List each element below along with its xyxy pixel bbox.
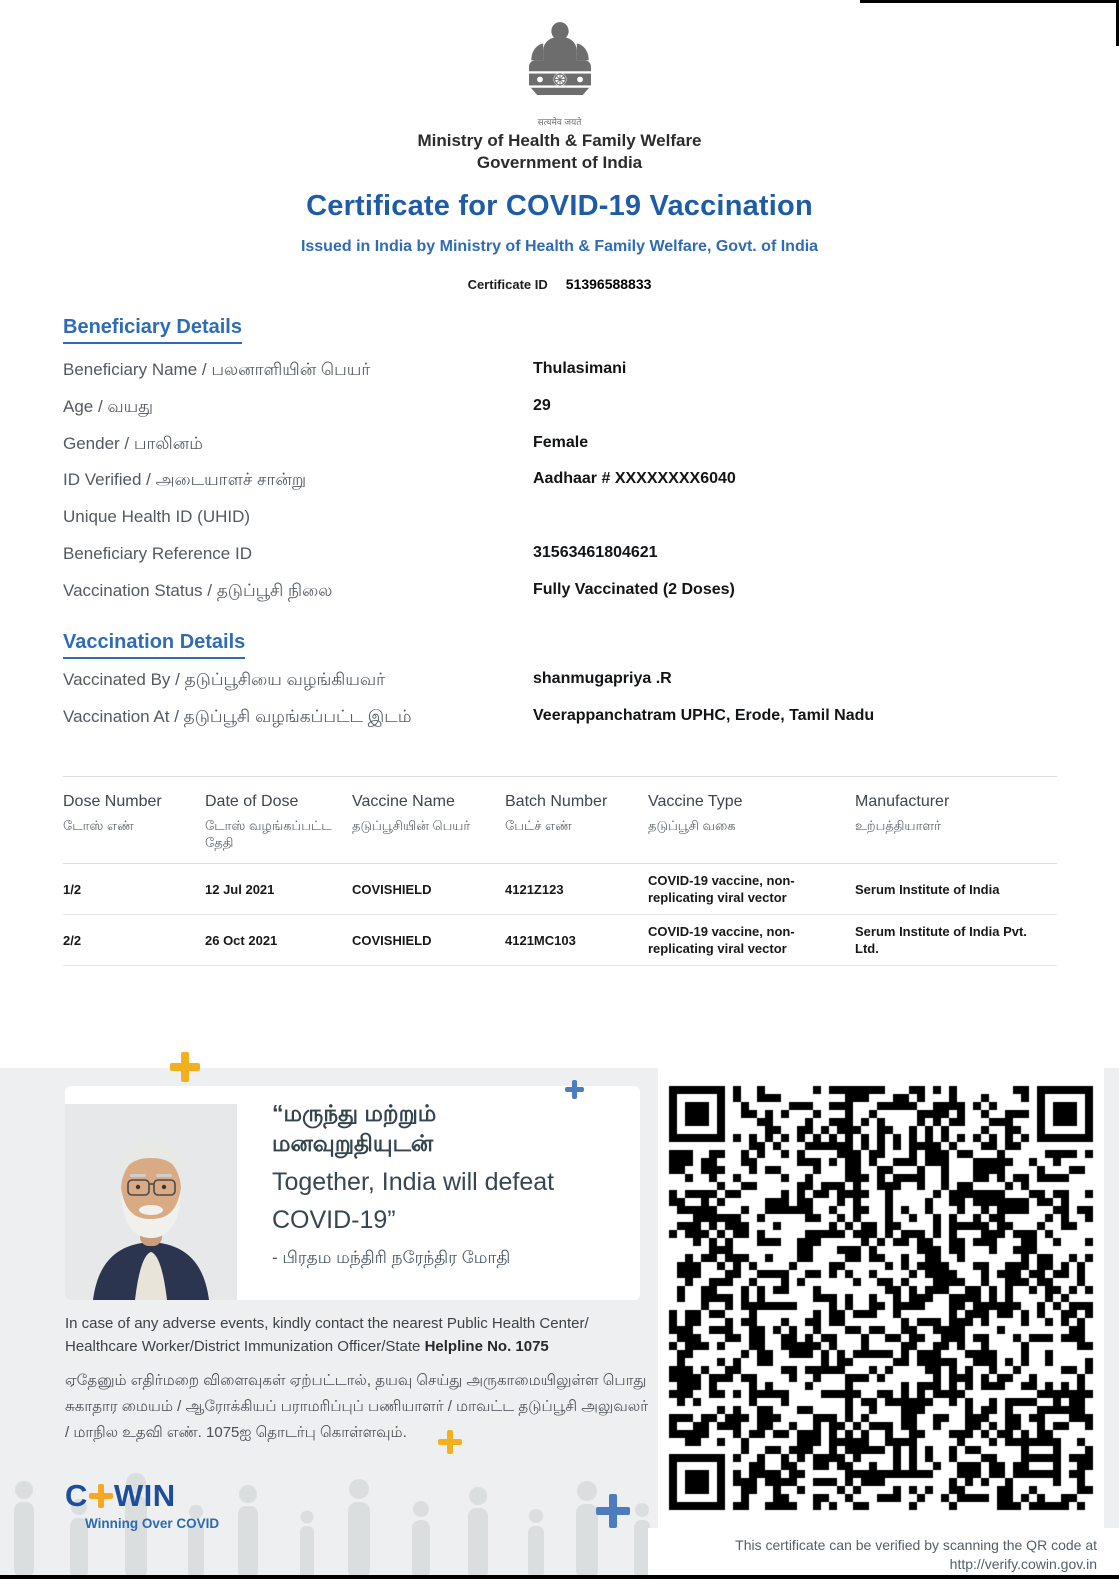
ministry-line1: Ministry of Health & Family Welfare: [417, 131, 702, 150]
field-label: Beneficiary Reference ID: [63, 543, 252, 563]
vaccination-section-heading: Vaccination Details: [63, 631, 245, 659]
helpline-number: Helpline No. 1075: [424, 1338, 549, 1355]
quote-english-line2: COVID-19”: [272, 1206, 396, 1234]
cell: 4121Z123: [505, 881, 564, 897]
plus-decoration-icon: [170, 1052, 200, 1082]
qr-code-box: [658, 1068, 1104, 1528]
field-value: Female: [533, 433, 589, 451]
national-emblem-icon: [519, 20, 601, 108]
certificate-id-row: [0, 276, 1119, 292]
field-value: shanmugapriya .R: [533, 670, 672, 687]
cell: 4121MC103: [505, 932, 576, 948]
ministry-block: [0, 130, 1119, 174]
field-label: Vaccination Status / தடுப்பூசி நிலை: [63, 580, 333, 600]
col-date-of-dose: Date of Dose டோஸ் வழங்கப்பட்ட தேதி: [205, 793, 332, 850]
field-value: Veerappanchatram UPHC, Erode, Tamil Nadu: [533, 707, 875, 724]
field-label: Vaccinated By / தடுப்பூசியை வழங்கியவர்: [63, 670, 386, 689]
beneficiary-section-heading: Beneficiary Details: [63, 316, 242, 344]
plus-decoration-icon: [438, 1430, 462, 1454]
field-label: ID Verified / அடையாளச் சான்று: [63, 470, 307, 490]
plus-decoration-icon: [565, 1080, 584, 1099]
cell: COVID-19 vaccine, non-replicating viral vector: [648, 924, 795, 956]
dose-row-2: [63, 915, 1057, 966]
field-label: Unique Health ID (UHID): [63, 507, 251, 527]
cell: COVID-19 vaccine, non-replicating viral vector: [648, 873, 795, 905]
col-dose-number: Dose Number டோஸ் எண்: [63, 793, 162, 833]
cowin-tagline: Winning Over COVID: [85, 1516, 220, 1531]
cowin-logo-c: C: [65, 1478, 88, 1513]
field-label: Beneficiary Name / பலனாளியின் பெயர்: [63, 360, 371, 379]
col-vaccine-name: Vaccine Name தடுப்பூசியின் பெயர்: [352, 793, 471, 833]
field-label: Vaccination At / தடுப்பூசி வழங்கப்பட்ட இடம்: [63, 707, 412, 726]
cell: 1/2: [63, 881, 82, 897]
emblem-motto: सत्यमेव जयते: [537, 117, 582, 127]
certificate-subtitle: Issued in India by Ministry of Health & Family Welfare, Govt. of India: [300, 238, 819, 255]
adverse-events-text-en: In case of any adverse events, kindly contact the nearest Public Health Center/ Healthcare Worker/District Immunization Officer/State Helpline No. 1075: [65, 1315, 589, 1355]
dose-row-1: [63, 864, 1057, 915]
col-manufacturer: Manufacturer உற்பத்தியாளர்: [855, 793, 950, 833]
certificate-id-label: Certificate ID: [467, 277, 548, 292]
col-batch-number: Batch Number பேட்ச் எண்: [505, 793, 608, 833]
quote-attribution: - பிரதம மந்திரி நரேந்திர மோதி: [272, 1248, 511, 1267]
quote-english-line1: Together, India will defeat: [272, 1168, 555, 1196]
field-value: Thulasimani: [533, 360, 627, 377]
cell: 2/2: [63, 932, 82, 948]
field-value: [533, 507, 736, 544]
cell: COVISHIELD: [352, 932, 432, 948]
field-label: Age / வயது: [63, 396, 154, 416]
pm-portrait: [65, 1104, 237, 1300]
field-value: 29: [533, 396, 551, 414]
qr-code: [661, 1078, 1101, 1518]
col-vaccine-type: Vaccine Type தடுப்பூசி வகை: [648, 793, 743, 833]
cell: Serum Institute of India Pvt. Ltd.: [855, 924, 1027, 956]
field-label: Gender / பாலினம்: [63, 433, 203, 453]
cell: Serum Institute of India: [855, 881, 1000, 897]
cell: COVISHIELD: [352, 881, 432, 897]
beneficiary-fields: [63, 360, 736, 618]
ministry-line2: Government of India: [476, 153, 643, 172]
quote-tamil-line1: “மருந்து மற்றும்: [272, 1100, 437, 1126]
vaccination-fields: [63, 670, 874, 744]
cowin-plus-icon: [89, 1484, 113, 1508]
emblem-block: [0, 20, 1119, 128]
cell: 26 Oct 2021: [205, 932, 278, 948]
pm-quote-card: [65, 1086, 640, 1300]
quote-tamil-line2: மனவுறுதியுடன்: [272, 1130, 434, 1156]
dose-table-header: [63, 777, 1057, 864]
cowin-logo: [65, 1478, 219, 1531]
verify-url[interactable]: http://verify.cowin.gov.in: [949, 1556, 1097, 1572]
plus-decoration-icon: [596, 1494, 630, 1528]
verify-text: [735, 1536, 1097, 1574]
certificate-title: Certificate for COVID-19 Vaccination: [306, 190, 813, 222]
dose-table: [63, 776, 1057, 966]
field-value: Aadhaar # XXXXXXXX6040: [533, 470, 736, 488]
cowin-logo-win: WIN: [113, 1478, 176, 1513]
verify-line1: This certificate can be verified by scanning the QR code at: [735, 1537, 1097, 1553]
adverse-events-text-ta: ஏதேனும் எதிர்மறை விளைவுகள் ஏற்பட்டால், தயவு செய்து அருகாமையிலுள்ள பொது சுகாதார மையம் / ஆரோக்கியப் பராமரிப்புப் பணியாளர் / மாவட்ட தடுப்பூசி அலுவலர் / மாநில உதவி எண். 1075ஐ தொடர்பு கொள்ளவும்.: [65, 1372, 649, 1441]
cell: 12 Jul 2021: [205, 881, 275, 897]
field-value: Fully Vaccinated (2 Doses): [533, 580, 735, 598]
certificate-id-value: 51396588833: [565, 276, 652, 292]
scan-edge-artifact: [0, 1575, 1119, 1579]
field-value: 31563461804621: [533, 543, 658, 561]
scan-edge-artifact: [860, 0, 1119, 3]
